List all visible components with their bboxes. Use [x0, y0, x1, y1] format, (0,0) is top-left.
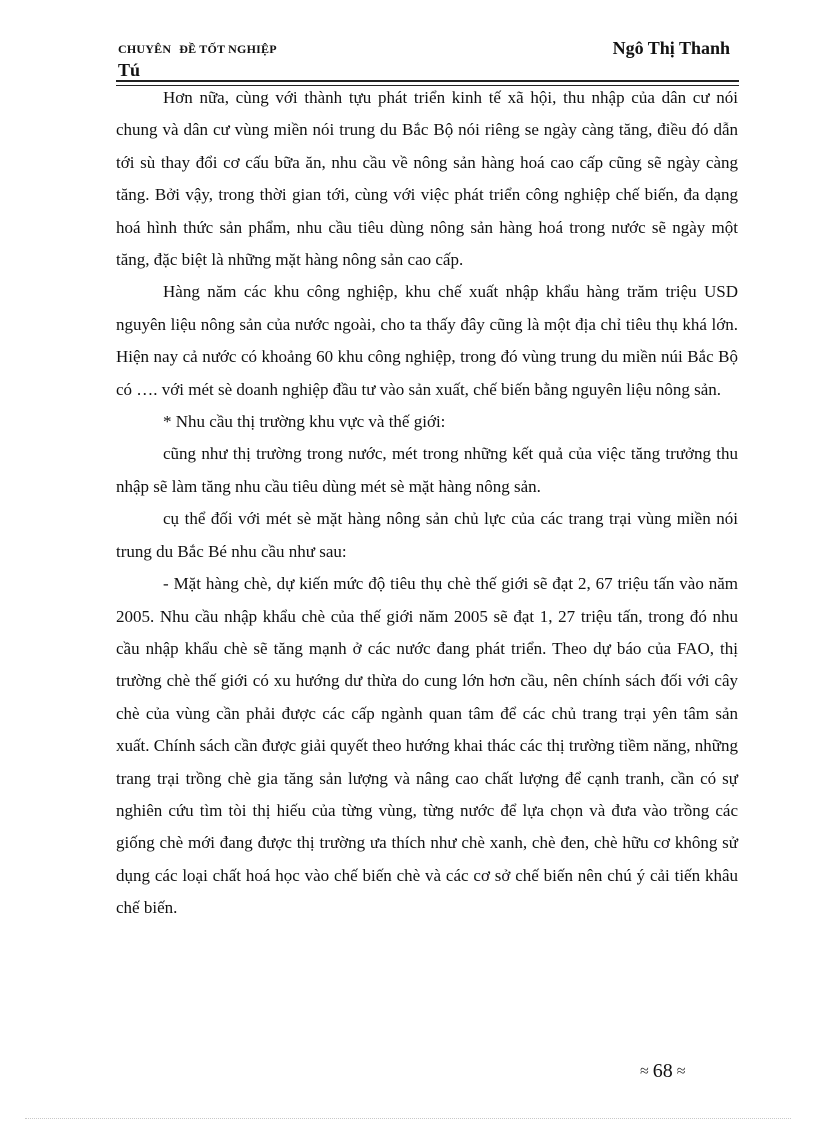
page-edge-divider — [25, 1118, 791, 1119]
header-title-word1: CHUYÊN — [118, 42, 172, 56]
header-title — [118, 42, 277, 57]
paragraph: cũng như thị trường trong nước, mét trong những kết quả của việc tăng trưởng thu nhập sẽ làm tăng nhu cầu tiêu dùng mét sè mặt hàng nông sản. — [116, 444, 738, 496]
author-name-wrap: Tú — [118, 60, 141, 80]
author-name: Ngô Thị Thanh — [612, 38, 730, 58]
paragraph: Hơn nữa, cùng với thành tựu phát triển kinh tế xã hội, thu nhập của dân cư nói chung và dân cư vùng miền nói trung du Bắc Bộ nói riêng se ngày càng tăng, điều đó dẫn tới sù thay đổi cơ cấu bữa ăn, nhu cầu về nông sản hàng hoá cao cấp cũng sẽ ngày càng tăng. Bởi vậy, trong thời gian tới, cùng với việc phát triển công nghiệp chế biến, đa dạng hoá hình thức sản phẩm, nhu cầu tiêu dùng nông sản hàng hoá trong nước sẽ ngày một tăng, đặc biệt là những mặt hàng nông sản cao cấp. — [116, 88, 738, 270]
page-number: 68 — [652, 1060, 673, 1082]
paragraph: Hàng năm các khu công nghiệp, khu chế xuất nhập khẩu hàng trăm triệu USD nguyên liệu nông sản của nước ngoài, cho ta thấy đây cũng là một địa chỉ tiêu thụ khá lớn. Hiện nay cả nước có khoảng 60 khu công nghiệp, trong đó vùng trung du miền núi Bắc Bộ có …. với mét sè doanh nghiệp đầu tư vào sản xuất, chế biến bằng nguyên liệu nông sản. — [116, 282, 738, 399]
ornament-right-icon: ≈ — [676, 1062, 686, 1080]
header-title-word2: ĐỀ TỐT NGHIỆP — [179, 42, 277, 56]
page-footer — [640, 1060, 686, 1083]
paragraph: * Nhu cầu thị trường khu vực và thế giới: — [163, 412, 446, 432]
ornament-left-icon: ≈ — [640, 1062, 649, 1080]
paragraph: cụ thể đối với mét sè mặt hàng nông sản chủ lực của các trang trại vùng miền nói trung du Bắc Bé nhu cầu như sau: — [116, 509, 738, 561]
page-body — [116, 82, 738, 925]
paragraph: - Mặt hàng chè, dự kiến mức độ tiêu thụ chè thế giới sẽ đạt 2, 67 triệu tấn vào năm 2005. Nhu cầu nhập khẩu chè của thế giới năm 2005 sẽ đạt 1, 27 triệu tấn, trong đó nhu cầu nhập khẩu chè sẽ tăng mạnh ở các nước đang phát triển. Theo dự báo của FAO, thị trường chè thế giới có xu hướng dư thừa do cung lớn hơn cầu, nên chính sách đối với cây chè của vùng cần phải được các cấp ngành quan tâm để các chủ trang trại yên tâm sản xuất. Chính sách cần được giải quyết theo hướng khai thác các thị trường tiềm năng, những trang trại trồng chè gia tăng sản lượng và nâng cao chất lượng để cạnh tranh, cần có sự nghiên cứu tìm tòi thị hiếu của từng vùng, từng nước để lựa chọn và đưa vào trồng các giống chè mới đang được thị trường ưa thích như chè xanh, chè đen, chè hữu cơ không sử dụng các loại chất hoá học vào chế biến chè và các cơ sở chế biến nên chú ý cải tiến khâu chế biến. — [116, 574, 738, 918]
